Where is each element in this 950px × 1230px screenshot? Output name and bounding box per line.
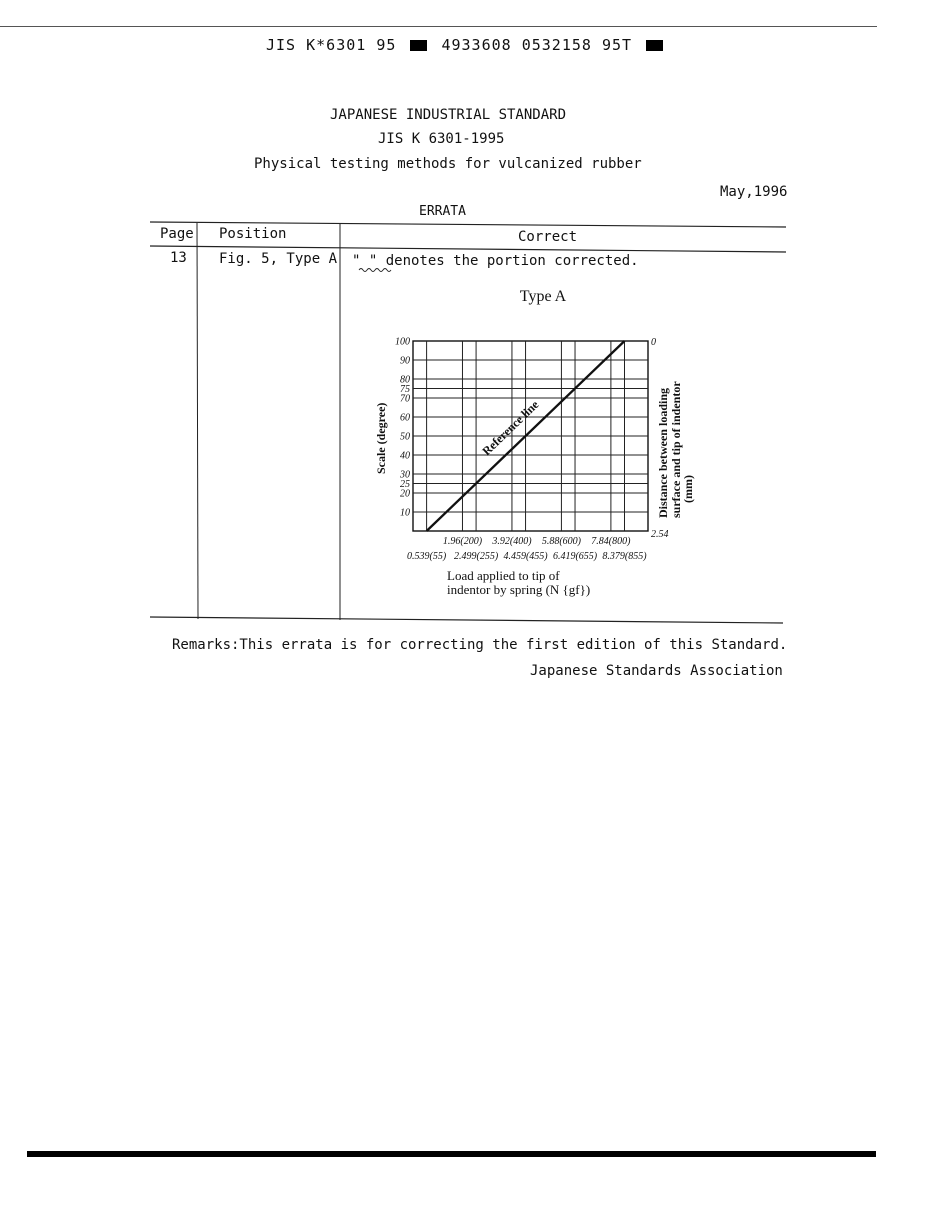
secondary-axis-label-line: surface and tip of indentor <box>669 381 683 518</box>
secondary-axis-label-line: Distance between loading <box>656 388 670 518</box>
y-tick-label: 70 <box>400 393 410 405</box>
correction-note: " " denotes the portion corrected. <box>352 253 639 269</box>
title-line-3: Physical testing methods for vulcanized rubber <box>254 156 642 172</box>
reference-line-label: Reference line <box>479 397 542 459</box>
y-tick-label: 20 <box>400 488 410 500</box>
secondary-axis-label <box>656 381 695 518</box>
y-axis-label: Scale (degree) <box>374 402 388 474</box>
column-header-page: Page <box>160 226 194 242</box>
row-page-number: 13 <box>170 250 187 266</box>
bottom-rule <box>27 1151 876 1157</box>
x-axis-label-line: indentor by spring (N {gf}) <box>447 582 591 597</box>
type-a-chart <box>340 278 780 608</box>
chart-title: Type A <box>519 288 567 305</box>
title-line-1: JAPANESE INDUSTRIAL STANDARD <box>330 107 567 123</box>
title-line-2: JIS K 6301-1995 <box>378 131 505 147</box>
secondary-axis-label-line: (mm) <box>681 475 695 503</box>
y-tick-label: 30 <box>400 469 410 481</box>
column-header-position: Position <box>219 226 287 242</box>
x-tick-label: 1.96(200) <box>442 536 483 547</box>
x-tick-label: 5.88(600) <box>541 536 582 547</box>
y-tick-label: 100 <box>395 336 410 348</box>
y-tick-label: 80 <box>400 374 410 386</box>
row-position: Fig. 5, Type A <box>219 251 338 267</box>
issuing-organization: Japanese Standards Association <box>530 663 783 679</box>
y-tick-label: 40 <box>400 450 410 462</box>
document-date: May,1996 <box>720 184 788 200</box>
y-tick-label: 75 <box>400 384 410 395</box>
catalog-number: 4933608 0532158 95T <box>441 36 633 54</box>
y2-tick-label: 0 <box>651 337 656 348</box>
y-tick-label: 10 <box>400 507 410 519</box>
column-header-correct: Correct <box>518 229 578 245</box>
x-tick-label: 0.539(55) <box>407 551 447 562</box>
x-tick-label: 8.379(855) <box>602 551 647 562</box>
x-tick-label: 2.499(255) <box>453 551 499 562</box>
y2-tick-label: 2.54 <box>651 529 669 540</box>
x-tick-label: 6.419(655) <box>552 551 598 562</box>
y-tick-label: 90 <box>400 355 410 367</box>
section-title: ERRATA <box>419 204 466 219</box>
x-axis-label-line: Load applied to tip of <box>447 568 560 583</box>
x-tick-label: 3.92(400) <box>492 536 532 547</box>
y-tick-label: 50 <box>400 431 410 443</box>
x-tick-label: 4.459(455) <box>503 551 548 562</box>
remarks: Remarks:This errata is for correcting the first edition of this Standard. <box>172 637 788 653</box>
standard-code: JIS K*6301 95 <box>266 36 397 54</box>
x-tick-label: 7.84(800) <box>591 536 631 547</box>
y-tick-label: 60 <box>400 412 410 424</box>
y-tick-label: 25 <box>400 479 410 490</box>
